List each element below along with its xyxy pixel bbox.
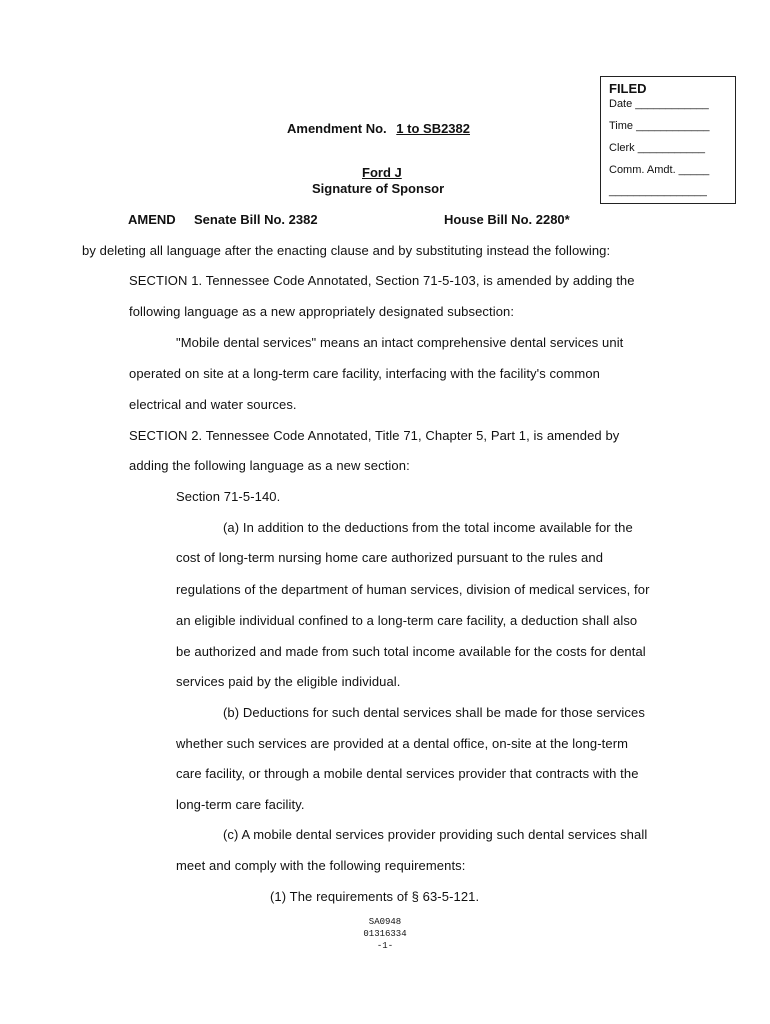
senate-bill: Senate Bill No. 2382	[194, 212, 318, 227]
body-line: operated on site at a long-term care facility, interfacing with the facility's common	[129, 366, 601, 381]
filed-title: FILED	[609, 81, 647, 96]
amendment-heading	[287, 121, 470, 136]
body-line: (c) A mobile dental services provider providing such dental services shall	[223, 827, 648, 842]
body-line: an eligible individual confined to a long-term care facility, a deduction shall also	[176, 613, 638, 628]
body-line: (1) The requirements of § 63-5-121.	[270, 889, 480, 904]
filed-clerk: Clerk ___________	[609, 142, 706, 154]
body-line: cost of long-term nursing home care authorized pursuant to the rules and	[176, 550, 604, 565]
body-line: Section 71-5-140.	[176, 489, 281, 504]
body-line: SECTION 1. Tennessee Code Annotated, Section 71-5-103, is amended by adding the	[129, 273, 635, 288]
filed-signature-line: ________________	[609, 185, 707, 197]
body-line: (a) In addition to the deductions from the total income available for the	[223, 520, 633, 535]
filed-time: Time ____________	[609, 120, 710, 132]
filed-comm-amdt: Comm. Amdt. _____	[609, 164, 710, 176]
body-line: electrical and water sources.	[129, 397, 297, 412]
body-line: regulations of the department of human services, division of medical services, for	[176, 582, 650, 597]
amendment-number: 1 to SB2382	[396, 121, 470, 136]
amend-label: AMEND	[128, 212, 176, 227]
amendment-prefix: Amendment No.	[287, 121, 387, 136]
sponsor-name: Ford J	[362, 165, 402, 180]
filed-date: Date ____________	[609, 98, 709, 110]
body-line: "Mobile dental services" means an intact comprehensive dental services unit	[176, 335, 624, 350]
body-line: (b) Deductions for such dental services shall be made for those services	[223, 705, 645, 720]
body-line: whether such services are provided at a dental office, on-site at the long-term	[176, 736, 629, 751]
house-bill: House Bill No. 2280*	[444, 212, 570, 227]
body-line: care facility, or through a mobile dental services provider that contracts with the	[176, 766, 639, 781]
body-line: adding the following language as a new section:	[129, 458, 410, 473]
page-number: -1-	[376, 941, 394, 951]
body-line: by deleting all language after the enacting clause and by substituting instead the following:	[82, 243, 611, 258]
body-line: meet and comply with the following requirements:	[176, 858, 466, 873]
sponsor-caption: Signature of Sponsor	[312, 181, 445, 196]
body-line: services paid by the eligible individual.	[176, 674, 401, 689]
footer-code-1: SA0948	[368, 917, 402, 927]
body-line: SECTION 2. Tennessee Code Annotated, Title 71, Chapter 5, Part 1, is amended by	[129, 428, 620, 443]
body-line: long-term care facility.	[176, 797, 305, 812]
footer-code-2: 01316334	[363, 929, 407, 939]
body-line: be authorized and made from such total income available for the costs for dental	[176, 644, 646, 659]
body-line: following language as a new appropriately designated subsection:	[129, 304, 515, 319]
filed-box	[600, 76, 736, 204]
